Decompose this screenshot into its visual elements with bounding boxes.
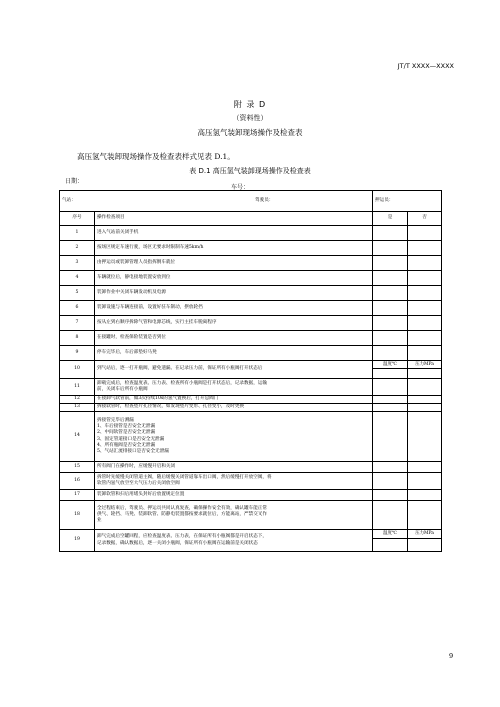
row-item-text [95,379,373,396]
item-line: 装卸作业中关闭车辆发动机及电源 [97,289,166,295]
driver-field: 驾驶员： [255,197,274,203]
row-item-text [95,530,373,552]
item-line: 装卸设施与车辆连接前，设置好驻车制动，摆放轮挡 [97,304,203,310]
row-number: 19 [60,530,95,552]
table-row [60,530,442,539]
item-line: 按从左到右顺序拆除气管和电源芯线，实行主挂车脱离程序 [97,319,217,325]
item-line: 卸气完成后空罐回程，应检查温度表、压力表，在保证所有小瓶阀都是开启状态下， [97,534,267,540]
info-row [60,191,442,212]
escort-field: 押运员： [373,191,442,212]
table-row [60,346,442,361]
table-row [60,331,442,346]
item-line: 停车完毕后，车后部垫好马凳 [97,349,157,355]
row-number: 13 [60,404,95,412]
row-item-text [95,412,373,462]
row-item-text [95,226,373,241]
table-row [60,286,442,301]
row-item-text [95,462,373,473]
item-line: 在接卸气软管前，做3次持续10s的氢气置换后，打开总阀门 [97,396,219,402]
item-line: 拆接管完毕后测漏 [97,417,134,423]
appendix-nature: （资料性） [232,114,268,122]
row-item-text [95,316,373,331]
pressure-label: 压力MPa [408,361,442,369]
row-item-text [95,396,373,404]
table-row [60,412,442,462]
item-line: 车辆就位后，静电接地装置安放到位 [97,274,171,280]
row-number: 6 [60,301,95,316]
item-line: 软管内氢气放空至大气压力后关闭放空阀 [97,481,180,486]
row-number: 7 [60,316,95,331]
temperature-label: 温度℃ [373,361,408,369]
table-row [60,316,442,331]
standard-code: JT/T XXXX—XXXX [397,62,454,70]
item-line: 4、所有瓶阀是否安全无泄漏 [97,442,156,448]
item-line: 供气、轮挡、马凳、装卸软管、防静电装置都按要求就位后，方能离站，严禁交叉作 [97,511,267,517]
page-number: 9 [449,652,454,660]
row-item-text [95,241,373,256]
item-line: 业 [97,518,102,524]
item-line: 前，关闭车后所有小瓶阀 [97,387,148,392]
appendix-subtitle: 高压氢气装卸现场操作及检查表 [197,128,303,137]
row-number: 18 [60,501,95,530]
row-item-text [95,473,373,490]
row-item-text [95,286,373,301]
inspection-table [59,190,442,552]
table-row [60,396,442,404]
table-row [60,241,442,256]
table-row [60,301,442,316]
item-line: 5、气站汇流排接口是否安全无泄漏 [97,448,169,454]
row-number: 15 [60,462,95,473]
row-number: 12 [60,396,95,404]
item-line: 由押运员或装卸管理人员指挥倒车就位 [97,259,176,265]
temperature-label: 温度℃ [373,530,408,539]
station-field: 气站： [62,197,76,203]
intro-text: 高压氢气装卸现场操作及检查表样式见表 D.1。 [77,152,235,161]
table-row [60,361,442,369]
row-number: 5 [60,286,95,301]
item-line: 所有阀门在操作时，应缓慢开启和关闭 [97,463,176,469]
row-number: 9 [60,346,95,361]
item-line: 拆管时先缓慢关闭管道主阀，随后缓慢关闭管道靠车出口阀，然后缓慢打开放空阀，将 [97,474,272,480]
row-number: 1 [60,226,95,241]
item-line: 到气站后，逐一打开瓶阀，避免遗漏。在记录压力前，保证所有小瓶阀打开状态后 [97,366,263,372]
table-row [60,379,442,396]
row-item-text [95,256,373,271]
table-caption: 表 D.1 高压氢气装卸现场操作及检查表 [189,167,311,175]
row-number: 10 [60,361,95,379]
row-number: 4 [60,271,95,286]
row-item-text [95,346,373,361]
row-number: 16 [60,473,95,490]
item-line: 全过程结束后，驾驶员、押运员共同认真复查，确保操作安全有效，确认罐车能正常 [97,505,267,511]
table-row [60,473,442,490]
table-row [60,404,442,412]
col-header-no-col: 否 [408,212,442,226]
item-line: 记录数据，确认数据后，逐一关闭小瓶阀，保证所有小瓶阀在运输前是关闭状态 [97,540,258,546]
row-item-text [95,490,373,501]
item-line: 3、固定管道接口是否安全无泄漏 [97,436,165,442]
table-row [60,226,442,241]
row-number: 2 [60,241,95,256]
date-label: 日期： [65,178,84,185]
car-number-label: 车号： [231,184,250,191]
row-item-text [95,404,373,412]
item-line: 拆接软管时，检查垫片孔径情况，如发现垫片变形、孔径变小，及时更换 [97,404,245,410]
col-header-yes: 是 [373,212,408,226]
item-line: 在接罐时，检查保险装置是否到位 [97,334,166,340]
pressure-label: 压力MPa [408,530,442,539]
item-line: 2、中间软管是否安全无泄漏 [97,430,156,436]
item-line: 1、车后接管是否安全无泄漏 [97,424,156,430]
item-line: 进入气站前关闭手机 [97,229,139,235]
item-line: 按场区规定车速行驶，场区无要求时限制车速5km/h [97,244,204,250]
row-item-text [95,301,373,316]
table-row [60,256,442,271]
row-number: 17 [60,490,95,501]
row-number: 14 [60,412,95,462]
table-row [60,271,442,286]
table-row [60,462,442,473]
row-item-text [95,271,373,286]
row-number: 3 [60,256,95,271]
row-item-text [95,331,373,346]
col-header-no: 序号 [60,212,95,226]
table-row [60,490,442,501]
row-item-text [95,361,373,379]
item-line: 装卸软管和扫后用堵头封好后放置规定位置 [97,491,185,497]
item-line: 卸载完成后，检查温度表、压力表、检查所有小瓶阀是打开状态后，记录数据，运输 [97,380,267,386]
table-header-row [60,212,442,226]
row-number: 8 [60,331,95,346]
row-item-text [95,501,373,530]
table-row [60,501,442,530]
appendix-title: 附 录 D [233,100,267,109]
col-header-item: 操作检查项目 [95,212,373,226]
row-number: 11 [60,379,95,396]
